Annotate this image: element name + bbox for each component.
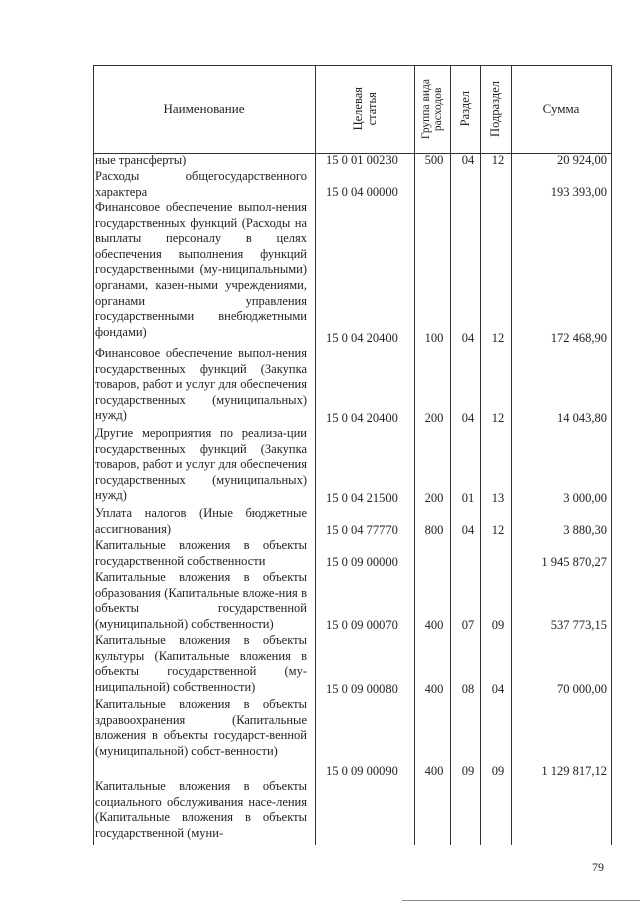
header-expense-group-text: Группа вида расходов <box>420 78 444 140</box>
row-4-name: Финансовое обеспечение выпол-нения государственных функций (Закупка товаров, работ и услуг для обеспечения государственных (муниципальных) нужд) <box>95 346 307 423</box>
col-divider-1 <box>315 65 316 845</box>
row-6-subsection: 12 <box>491 523 505 537</box>
row-5-code: 15 0 04 21500 <box>326 491 398 505</box>
row-7-amount: 1 945 870,27 <box>541 555 607 569</box>
row-8-subsection: 09 <box>491 618 505 632</box>
row-3-name: Финансовое обеспечение выпол-нения государственных функций (Расходы на выплаты персоналу в целях обеспечения выполнения функций государственными (му-ниципальными) органами, казен-ными учреждениями, органами управления государственными внебюджетными фондами) <box>95 200 307 339</box>
row-2-amount: 193 393,00 <box>550 185 607 199</box>
row-1-name: ные трансферты) <box>95 153 187 167</box>
row-7-code: 15 0 09 00000 <box>326 555 398 569</box>
row-6-amount: 3 880,30 <box>563 523 607 537</box>
header-amount: Сумма <box>542 101 580 116</box>
row-8-section: 07 <box>461 618 475 632</box>
header-subsection <box>480 65 511 153</box>
row-6-section: 04 <box>461 523 475 537</box>
col-divider-4 <box>480 65 481 845</box>
row-3-amount: 172 468,90 <box>550 331 607 345</box>
row-5-group: 200 <box>424 491 444 505</box>
row-5-subsection: 13 <box>491 491 505 505</box>
row-4-group: 200 <box>424 411 444 425</box>
header-target-article-text: Целевая статья <box>350 87 379 131</box>
row-9-section: 08 <box>461 682 475 696</box>
row-4-code: 15 0 04 20400 <box>326 411 398 425</box>
row-1-subsection: 12 <box>491 153 505 167</box>
row-4-section: 04 <box>461 411 475 425</box>
row-9-subsection: 04 <box>491 682 505 696</box>
row-10-subsection: 09 <box>491 764 505 778</box>
header-target-article <box>315 65 414 153</box>
row-10-amount: 1 129 817,12 <box>541 764 607 778</box>
row-3-code: 15 0 04 20400 <box>326 331 398 345</box>
table-right-border <box>611 65 612 845</box>
row-1-code: 15 0 01 00230 <box>326 153 398 167</box>
header-subsection-text: Подраздел <box>488 81 502 137</box>
row-1-amount: 20 924,00 <box>557 153 607 167</box>
row-3-group: 100 <box>424 331 444 345</box>
row-4-amount: 14 043,80 <box>557 411 607 425</box>
row-8-group: 400 <box>424 618 444 632</box>
row-9-group: 400 <box>424 682 444 696</box>
row-8-name: Капитальные вложения в объекты образования (Капитальные вложе-ния в объекты государственной (муниципальной) собственности) <box>95 570 307 631</box>
bottom-rule <box>402 900 640 901</box>
row-9-code: 15 0 09 00080 <box>326 682 398 696</box>
row-1-section: 04 <box>461 153 475 167</box>
row-8-code: 15 0 09 00070 <box>326 618 398 632</box>
row-10-section: 09 <box>461 764 475 778</box>
header-expense-group <box>414 65 450 153</box>
row-10-name: Капитальные вложения в объекты здравоохранения (Капитальные вложения в объекты государст-венной (муниципальной) собст-венности) <box>95 697 307 758</box>
row-5-name: Другие мероприятия по реализа-ции государственных функций (Закупка товаров, работ и услуг для обеспечения государственных (муниципальных) нужд) <box>95 426 307 503</box>
col-divider-2 <box>414 65 415 845</box>
row-1-group: 500 <box>424 153 444 167</box>
col-divider-5 <box>511 65 512 845</box>
row-5-amount: 3 000,00 <box>563 491 607 505</box>
header-section-text: Раздел <box>457 91 472 127</box>
row-3-section: 04 <box>461 331 475 345</box>
header-name: Наименование <box>163 101 245 116</box>
row-10-code: 15 0 09 00090 <box>326 764 398 778</box>
row-2-name: Расходы общегосударственного характера <box>95 169 307 199</box>
row-6-name: Уплата налогов (Иные бюджетные ассигнования) <box>95 506 307 536</box>
table-left-border <box>93 65 94 845</box>
row-5-section: 01 <box>461 491 475 505</box>
row-9-amount: 70 000,00 <box>557 682 607 696</box>
row-3-subsection: 12 <box>491 331 505 345</box>
row-4-subsection: 12 <box>491 411 505 425</box>
row-2-code: 15 0 04 00000 <box>326 185 398 199</box>
row-7-name: Капитальные вложения в объекты государственной собственности <box>95 538 307 568</box>
row-6-code: 15 0 04 77770 <box>326 523 398 537</box>
row-6-group: 800 <box>424 523 444 537</box>
header-section <box>450 65 480 153</box>
row-9-name: Капитальные вложения в объекты культуры (Капитальные вложения в объекты государственной (му-ниципальной) собственности) <box>95 633 307 694</box>
col-divider-3 <box>450 65 451 845</box>
row-8-amount: 537 773,15 <box>550 618 607 632</box>
row-11-name: Капитальные вложения в объекты социального обслуживания насе-ления (Капитальные вложения в объекты государственной (муни- <box>95 779 307 840</box>
row-10-group: 400 <box>424 764 444 778</box>
page-number: 79 <box>592 860 604 874</box>
